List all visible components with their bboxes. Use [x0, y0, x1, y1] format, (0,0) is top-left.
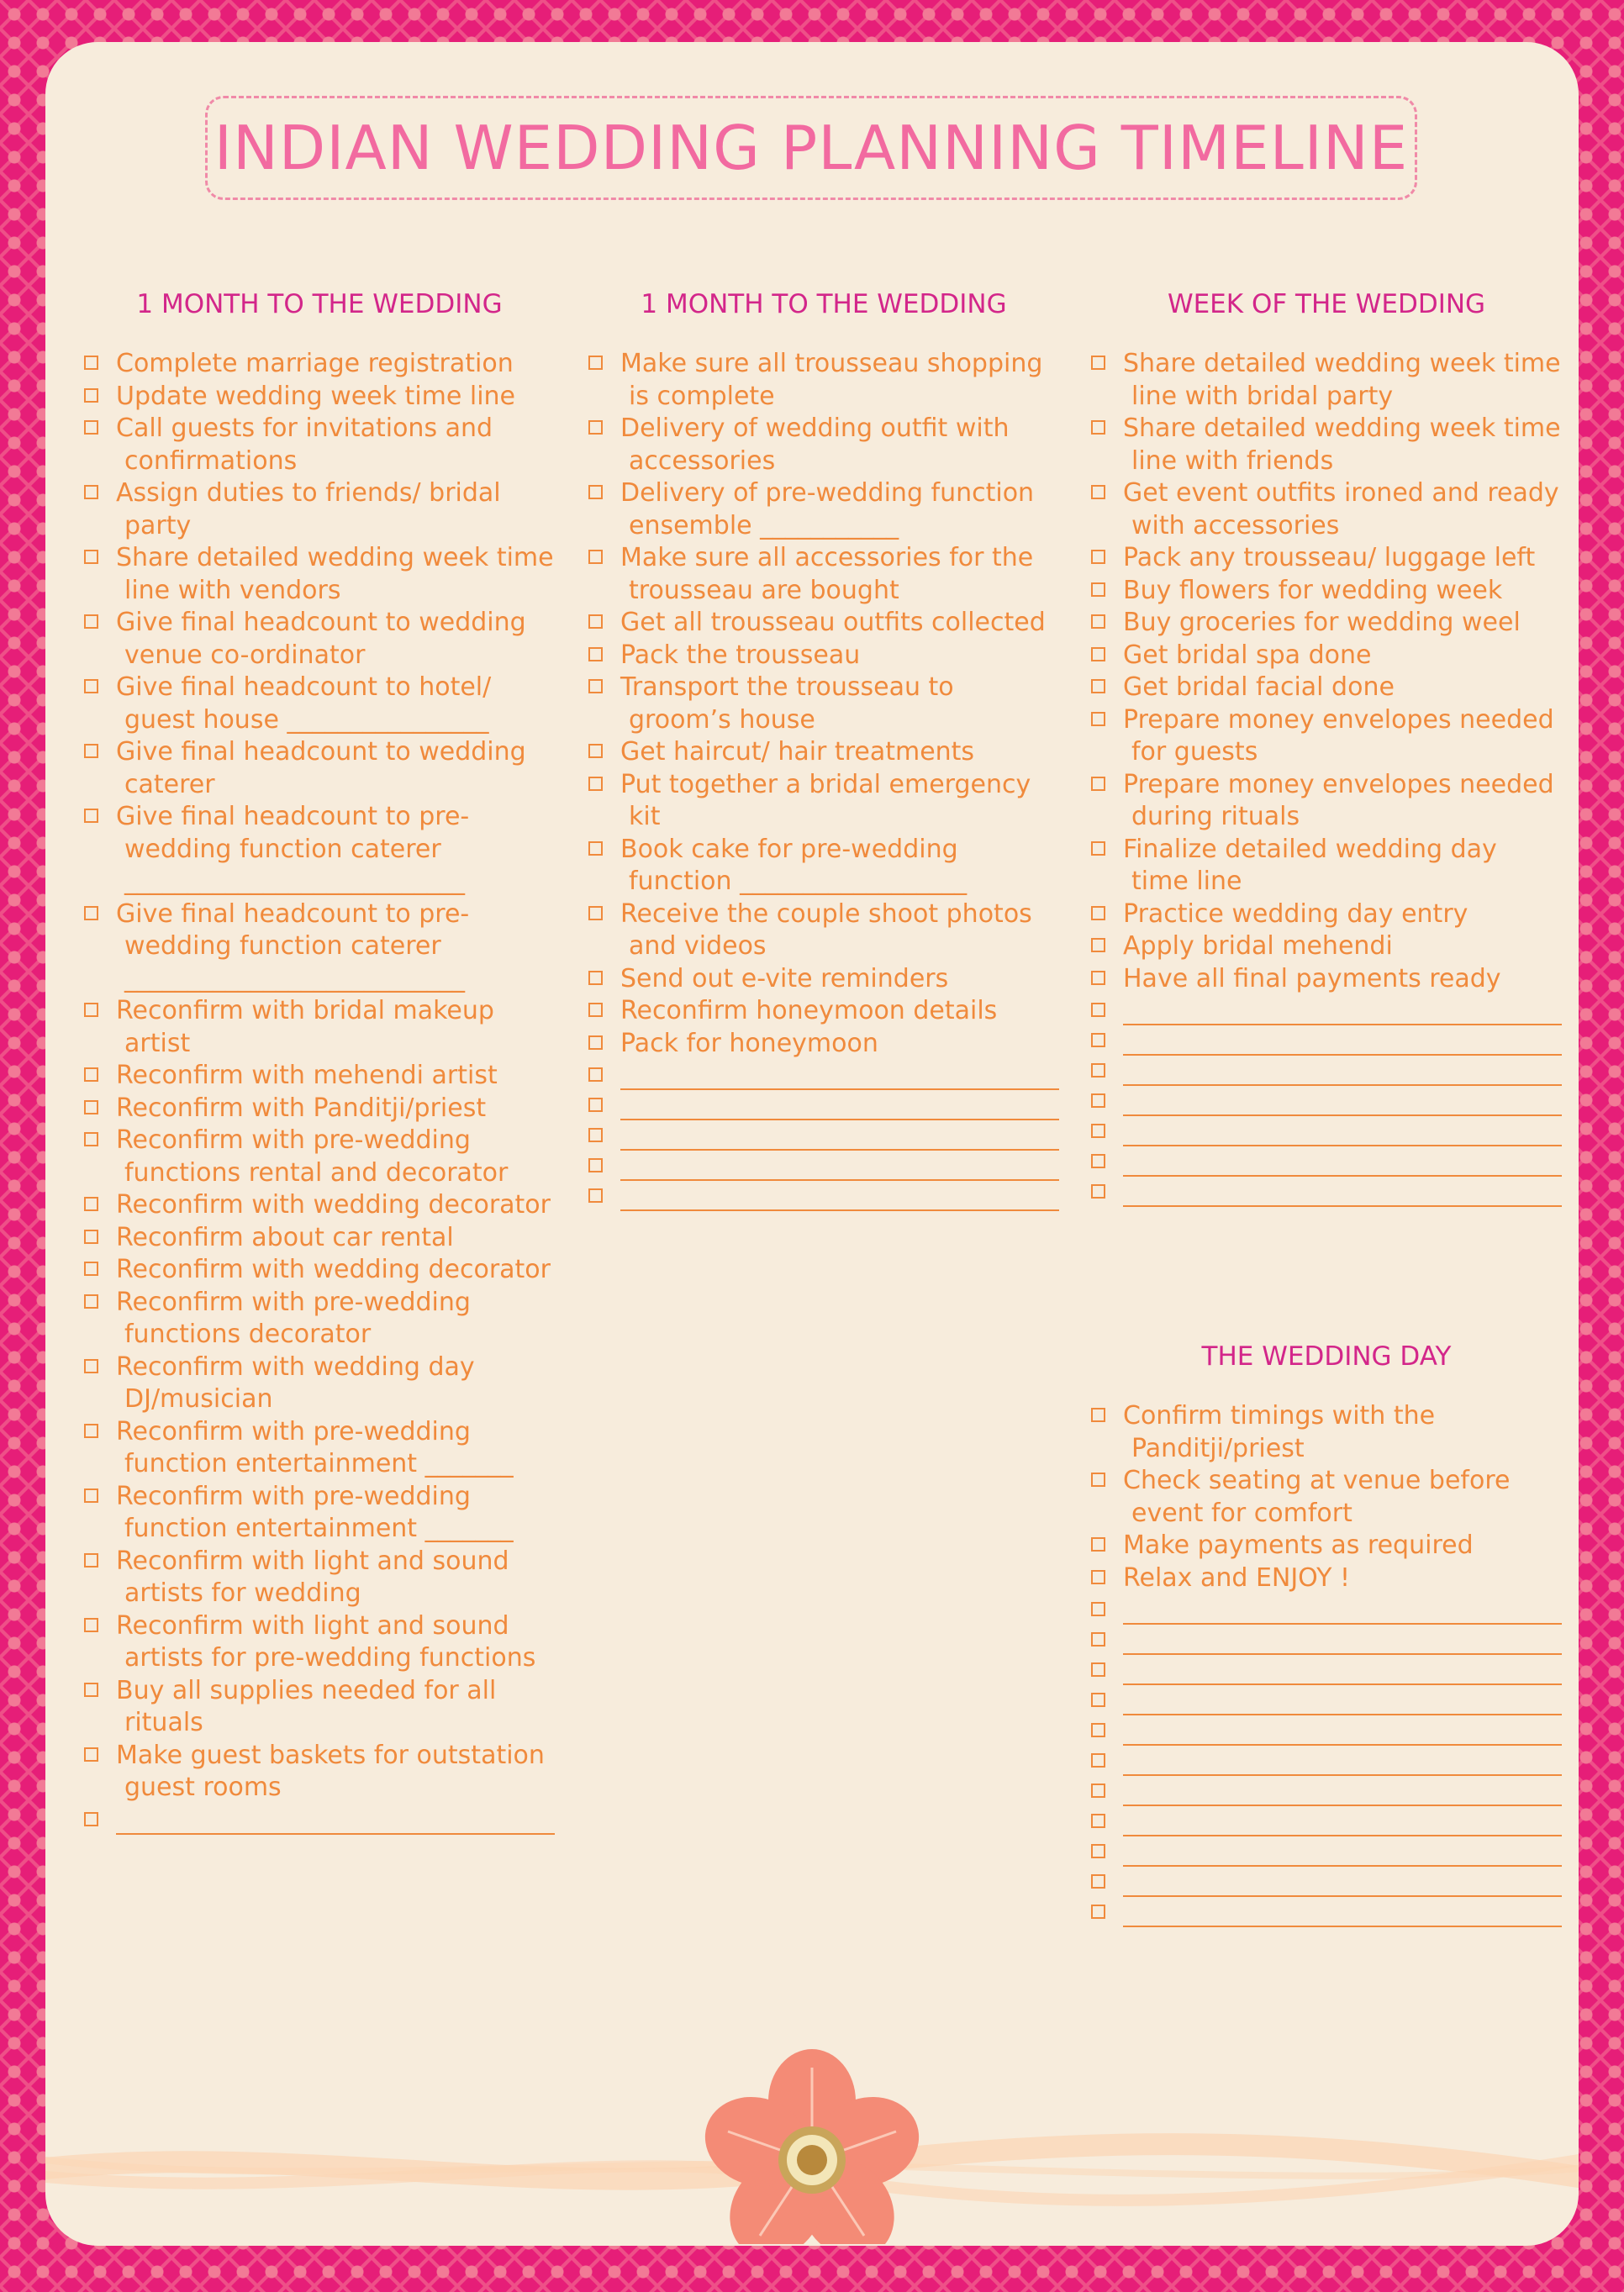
blank-line[interactable]	[1123, 1746, 1562, 1776]
blank-checklist-item	[1091, 1025, 1562, 1056]
checklist-item	[1091, 1562, 1562, 1595]
checkbox[interactable]	[84, 1747, 98, 1762]
checkbox[interactable]	[588, 550, 603, 564]
checklist-item-label: Buy all supplies needed for all rituals	[116, 1675, 497, 1737]
checkbox[interactable]	[588, 1158, 603, 1172]
checkbox[interactable]	[1091, 1093, 1105, 1108]
checkbox[interactable]	[1091, 550, 1105, 564]
blank-line[interactable]	[620, 1151, 1059, 1181]
checklist-item	[588, 348, 1059, 413]
column-wedding-day	[1091, 1338, 1562, 1927]
checkbox[interactable]	[1091, 1784, 1105, 1798]
blank-checklist-item	[588, 1090, 1059, 1120]
checklist-item-label: Complete marriage registration	[116, 349, 514, 378]
checklist-item-label: Book cake for pre-wedding function __________________	[620, 834, 968, 896]
checklist-item-label: Reconfirm with wedding decorator	[116, 1190, 551, 1220]
checkbox[interactable]	[84, 614, 98, 629]
checkbox[interactable]	[1091, 1693, 1105, 1707]
checkbox[interactable]	[588, 1188, 603, 1203]
checklist-item-label: Call guests for invitations and confirmations	[116, 414, 493, 476]
checklist-item-label: Reconfirm with wedding decorator	[116, 1255, 551, 1284]
checklist-item-label: Reconfirm about car rental	[116, 1222, 454, 1252]
blank-line[interactable]	[1123, 1025, 1562, 1056]
checklist-item-label: Transport the trousseau to groom’s house	[620, 672, 954, 735]
checkbox[interactable]	[84, 1618, 98, 1632]
checkbox[interactable]	[84, 1132, 98, 1146]
blank-checklist-item	[1091, 1746, 1562, 1776]
checkbox[interactable]	[84, 356, 98, 370]
checklist-item	[84, 898, 555, 996]
checklist-item-label: Reconfirm with wedding day DJ/musician	[116, 1351, 475, 1414]
blank-line[interactable]	[1123, 1594, 1562, 1625]
checkbox[interactable]	[1091, 647, 1105, 661]
checklist-item	[588, 1028, 1059, 1061]
checkbox[interactable]	[84, 809, 98, 823]
checkbox[interactable]	[588, 356, 603, 370]
blank-line[interactable]	[1123, 1776, 1562, 1806]
planner-page	[45, 42, 1579, 2246]
checkbox[interactable]	[84, 1197, 98, 1211]
blank-line[interactable]	[1123, 1867, 1562, 1897]
checkbox[interactable]	[84, 906, 98, 920]
checklist-item-label: Prepare money envelopes needed during rituals	[1123, 769, 1554, 831]
checklist-item	[84, 1287, 555, 1351]
checklist-item-label: Get event outfits ironed and ready with accessories	[1123, 478, 1559, 540]
checkbox[interactable]	[588, 614, 603, 629]
checklist-item-label: Reconfirm with pre-wedding function entertainment _______	[116, 1481, 514, 1543]
checklist-item	[588, 477, 1059, 542]
checklist-item	[588, 963, 1059, 996]
checklist-item-label: Finalize detailed wedding day time line	[1123, 834, 1497, 896]
blank-line[interactable]	[1123, 1086, 1562, 1116]
checklist-item-label: Reconfirm with bridal makeup artist	[116, 996, 494, 1058]
checklist-item	[588, 995, 1059, 1028]
checkbox[interactable]	[1091, 938, 1105, 952]
blank-line[interactable]	[1123, 1116, 1562, 1146]
checkbox[interactable]	[588, 1067, 603, 1082]
checklist-item	[588, 607, 1059, 640]
blank-checklist-item	[1091, 1685, 1562, 1715]
checklist-item	[1091, 672, 1562, 704]
checkbox[interactable]	[1091, 1570, 1105, 1584]
blank-line[interactable]	[1123, 1146, 1562, 1177]
checklist-item	[84, 1060, 555, 1093]
checklist-item	[84, 995, 555, 1060]
checklist-item	[84, 801, 555, 898]
checklist	[1091, 348, 1562, 1207]
checklist-item-label: Pack the trousseau	[620, 640, 861, 670]
checkbox[interactable]	[84, 1067, 98, 1082]
checklist-item	[588, 413, 1059, 477]
checklist-item-label: Have all final payments ready	[1123, 963, 1501, 993]
checkbox[interactable]	[1091, 1602, 1105, 1616]
checklist-item-label: Practice wedding day entry	[1123, 898, 1468, 929]
checkbox[interactable]	[588, 906, 603, 920]
checkbox[interactable]	[1091, 420, 1105, 435]
column-heading: THE WEDDING DAY	[1201, 1341, 1452, 1372]
checklist-item	[84, 381, 555, 414]
checkbox[interactable]	[588, 841, 603, 856]
blank-line[interactable]	[1123, 995, 1562, 1025]
blank-line[interactable]	[1123, 1836, 1562, 1867]
checklist-item	[84, 1351, 555, 1416]
checklist-item-label: Make sure all accessories for the trousseau are bought	[620, 543, 1034, 605]
checklist-item-label: Reconfirm with light and sound artists for wedding	[116, 1546, 509, 1608]
checklist-item-label: Delivery of pre-wedding function ensemble ___________	[620, 478, 1035, 540]
blank-checklist-item	[84, 1805, 555, 1835]
checklist-item	[84, 736, 555, 801]
checkbox[interactable]	[1091, 1905, 1105, 1919]
checklist-item	[84, 542, 555, 607]
checklist-item	[588, 542, 1059, 607]
flower-icon	[693, 2049, 931, 2244]
checklist-item	[1091, 348, 1562, 413]
checkbox[interactable]	[84, 1424, 98, 1438]
checklist-item	[84, 1740, 555, 1805]
checkbox[interactable]	[1091, 356, 1105, 370]
checkbox[interactable]	[1091, 1844, 1105, 1858]
checkbox[interactable]	[84, 1683, 98, 1697]
checkbox[interactable]	[84, 1230, 98, 1244]
blank-line[interactable]	[1123, 1715, 1562, 1746]
checklist-item	[1091, 898, 1562, 931]
checklist-item-label: Give final headcount to pre-wedding function caterer ___________________________	[116, 898, 470, 993]
checklist-item-label: Reconfirm with light and sound artists for pre-wedding functions	[116, 1610, 536, 1673]
checklist-item-label: Share detailed wedding week time line with vendors	[116, 543, 554, 605]
checkbox[interactable]	[1091, 1473, 1105, 1487]
checklist-item-label: Apply bridal mehendi	[1123, 931, 1393, 961]
checklist-item	[1091, 930, 1562, 963]
checkbox[interactable]	[1091, 1033, 1105, 1047]
checklist-item	[84, 477, 555, 542]
checklist-item-label: Give final headcount to pre-wedding function caterer ___________________________	[116, 802, 470, 896]
blank-line[interactable]	[1123, 1685, 1562, 1715]
blank-line[interactable]	[620, 1120, 1059, 1151]
blank-line[interactable]	[1123, 1897, 1562, 1927]
checkbox[interactable]	[1091, 841, 1105, 856]
checkbox[interactable]	[588, 1035, 603, 1050]
checkbox[interactable]	[588, 647, 603, 661]
blank-line[interactable]	[620, 1181, 1059, 1211]
checklist-item-label: Give final headcount to wedding venue co-ordinator	[116, 608, 526, 670]
checklist-item-label: Send out e-vite reminders	[620, 963, 949, 993]
checkbox[interactable]	[1091, 485, 1105, 499]
checklist-item	[84, 1546, 555, 1610]
checkbox[interactable]	[84, 1003, 98, 1017]
checklist-item	[1091, 834, 1562, 898]
checkbox[interactable]	[84, 1359, 98, 1373]
checkbox[interactable]	[588, 485, 603, 499]
checkbox[interactable]	[588, 744, 603, 758]
checklist-item	[1091, 704, 1562, 769]
checkbox[interactable]	[1091, 1874, 1105, 1889]
checkbox[interactable]	[84, 1100, 98, 1114]
checkbox[interactable]	[1091, 1537, 1105, 1552]
blank-checklist-item	[1091, 1836, 1562, 1867]
checklist-item-label: Receive the couple shoot photos and videos	[620, 898, 1032, 961]
blank-line[interactable]	[1123, 1177, 1562, 1207]
checklist-item-label: Update wedding week time line	[116, 381, 516, 411]
blank-checklist-item	[588, 1181, 1059, 1211]
checklist	[84, 348, 555, 1835]
checklist-item	[84, 1222, 555, 1255]
blank-checklist-item	[1091, 1116, 1562, 1146]
checkbox[interactable]	[588, 420, 603, 435]
ribbon-flower-decoration	[45, 2042, 1579, 2244]
checkbox[interactable]	[1091, 1124, 1105, 1138]
checklist-item	[1091, 542, 1562, 575]
checklist-item	[588, 898, 1059, 963]
checkbox[interactable]	[1091, 582, 1105, 597]
checklist-item	[588, 834, 1059, 898]
checklist-item	[1091, 607, 1562, 640]
checklist-item-label: Buy flowers for wedding week	[1123, 575, 1503, 605]
checkbox[interactable]	[84, 550, 98, 564]
checkbox[interactable]	[1091, 971, 1105, 985]
blank-line[interactable]	[620, 1090, 1059, 1120]
checklist-item-label: Check seating at venue before event for comfort	[1123, 1466, 1511, 1528]
checkbox[interactable]	[84, 1488, 98, 1503]
blank-line[interactable]	[620, 1060, 1059, 1090]
checklist-item-label: Delivery of wedding outfit with accessories	[620, 414, 1010, 476]
checklist-item	[1091, 477, 1562, 542]
checklist-item	[1091, 769, 1562, 834]
blank-checklist-item	[1091, 1897, 1562, 1927]
column-1-month-b	[588, 286, 1059, 1211]
checkbox[interactable]	[1091, 906, 1105, 920]
blank-checklist-item	[588, 1060, 1059, 1090]
checkbox[interactable]	[84, 1553, 98, 1568]
checklist-item	[84, 413, 555, 477]
checklist-item-label: Make payments as required	[1123, 1531, 1474, 1560]
checkbox[interactable]	[588, 1003, 603, 1017]
checkbox[interactable]	[84, 679, 98, 693]
checklist-item-label: Make sure all trousseau shopping is complete	[620, 349, 1043, 411]
checkbox[interactable]	[588, 1128, 603, 1142]
checklist-item-label: Reconfirm with pre-wedding functions decorator	[116, 1287, 471, 1349]
blank-checklist-item	[1091, 1086, 1562, 1116]
checklist-item	[84, 348, 555, 381]
checklist-item	[84, 607, 555, 672]
checklist-item-label: Prepare money envelopes needed for guests	[1123, 704, 1554, 767]
checklist-item-label: Get bridal spa done	[1123, 640, 1372, 670]
blank-checklist-item	[1091, 1056, 1562, 1086]
checkbox[interactable]	[588, 1098, 603, 1112]
checklist-item-label: Buy groceries for wedding weel	[1123, 608, 1521, 637]
checkbox[interactable]	[1091, 614, 1105, 629]
checklist-item-label: Share detailed wedding week time line with friends	[1123, 414, 1561, 476]
checklist-item-label: Get bridal facial done	[1123, 672, 1395, 702]
checkbox[interactable]	[1091, 1184, 1105, 1199]
blank-checklist-item	[588, 1120, 1059, 1151]
checkbox[interactable]	[84, 1812, 98, 1826]
checkbox[interactable]	[1091, 1753, 1105, 1768]
checkbox[interactable]	[84, 420, 98, 435]
checkbox[interactable]	[84, 1294, 98, 1309]
checklist-item	[84, 1125, 555, 1189]
blank-checklist-item	[1091, 1655, 1562, 1685]
checkbox[interactable]	[1091, 679, 1105, 693]
checklist-item-label: Reconfirm with mehendi artist	[116, 1061, 498, 1090]
checklist-item	[1091, 640, 1562, 672]
checkbox[interactable]	[84, 485, 98, 499]
blank-checklist-item	[1091, 1867, 1562, 1897]
checklist-item	[588, 672, 1059, 736]
blank-checklist-item	[1091, 995, 1562, 1025]
checklist	[1091, 1400, 1562, 1927]
checklist-item	[1091, 575, 1562, 608]
checkbox[interactable]	[1091, 1662, 1105, 1677]
checklist-item-label: Reconfirm with Panditji/priest	[116, 1093, 487, 1123]
blank-line[interactable]	[1123, 1655, 1562, 1685]
checklist-item-label: Share detailed wedding week time line with bridal party	[1123, 349, 1561, 411]
checklist-item	[84, 1254, 555, 1287]
checklist-item-label: Assign duties to friends/ bridal party	[116, 478, 501, 540]
checklist-item-label: Get haircut/ hair treatments	[620, 737, 975, 767]
blank-line[interactable]	[1123, 1806, 1562, 1836]
checkbox[interactable]	[588, 679, 603, 693]
checklist-item-label: Put together a bridal emergency kit	[620, 769, 1031, 831]
blank-checklist-item	[1091, 1715, 1562, 1746]
checkbox[interactable]	[84, 388, 98, 403]
blank-checklist-item	[1091, 1806, 1562, 1836]
checklist-item-label: Reconfirm with pre-wedding functions rental and decorator	[116, 1125, 509, 1188]
checkbox[interactable]	[1091, 1063, 1105, 1078]
checklist-item	[84, 1189, 555, 1222]
column-week-of-wedding	[1091, 286, 1562, 1207]
blank-line[interactable]	[116, 1805, 555, 1835]
checkbox[interactable]	[1091, 1154, 1105, 1168]
checkbox[interactable]	[1091, 1814, 1105, 1828]
checklist-item	[588, 769, 1059, 834]
checkbox[interactable]	[1091, 712, 1105, 726]
checklist-item	[84, 672, 555, 736]
blank-checklist-item	[1091, 1146, 1562, 1177]
checkbox[interactable]	[588, 777, 603, 791]
checkbox[interactable]	[588, 971, 603, 985]
checklist-item-label: Give final headcount to wedding caterer	[116, 737, 526, 799]
checkbox[interactable]	[1091, 1723, 1105, 1737]
blank-checklist-item	[588, 1151, 1059, 1181]
column-1-month-a	[84, 286, 555, 1835]
checklist-item-label: Reconfirm with pre-wedding function entertainment _______	[116, 1416, 514, 1478]
checkbox[interactable]	[84, 744, 98, 758]
checklist-item	[1091, 1465, 1562, 1530]
checklist-item	[1091, 1400, 1562, 1465]
checklist-item	[1091, 1530, 1562, 1562]
checklist-item-label: Relax and ENJOY !	[1123, 1562, 1351, 1593]
blank-line[interactable]	[1123, 1056, 1562, 1086]
checklist-item-label: Pack any trousseau/ luggage left	[1123, 543, 1536, 572]
blank-checklist-item	[1091, 1177, 1562, 1207]
checklist-item	[84, 1093, 555, 1125]
column-heading: WEEK OF THE WEDDING	[1167, 289, 1486, 319]
checklist-item	[84, 1675, 555, 1740]
checklist-item	[84, 1416, 555, 1481]
checklist-item	[1091, 963, 1562, 996]
column-heading: 1 MONTH TO THE WEDDING	[641, 289, 1007, 319]
checklist-item	[588, 640, 1059, 672]
blank-line[interactable]	[1123, 1625, 1562, 1655]
checklist-item-label: Give final headcount to hotel/ guest house ________________	[116, 672, 492, 735]
checklist-item	[588, 736, 1059, 769]
checklist-item	[84, 1610, 555, 1675]
page-title: INDIAN WEDDING PLANNING TIMELINE	[214, 113, 1409, 183]
checklist-item	[84, 1481, 555, 1546]
checklist-item-label: Pack for honeymoon	[620, 1028, 878, 1058]
checklist-item	[1091, 413, 1562, 477]
blank-checklist-item	[1091, 1625, 1562, 1655]
checklist-item-label: Get all trousseau outfits collected	[620, 608, 1046, 637]
checkbox[interactable]	[1091, 1003, 1105, 1017]
blank-checklist-item	[1091, 1776, 1562, 1806]
checklist-item-label: Make guest baskets for outstation guest rooms	[116, 1740, 545, 1802]
checkbox[interactable]	[1091, 777, 1105, 791]
checklist	[588, 348, 1059, 1211]
checklist-item-label: Reconfirm honeymoon details	[620, 996, 998, 1025]
checkbox[interactable]	[84, 1262, 98, 1276]
checkbox[interactable]	[1091, 1632, 1105, 1647]
title-frame	[205, 96, 1417, 200]
checkbox[interactable]	[1091, 1408, 1105, 1422]
blank-checklist-item	[1091, 1594, 1562, 1625]
checklist-item-label: Confirm timings with the Panditji/priest	[1123, 1401, 1436, 1463]
column-heading: 1 MONTH TO THE WEDDING	[136, 289, 503, 319]
